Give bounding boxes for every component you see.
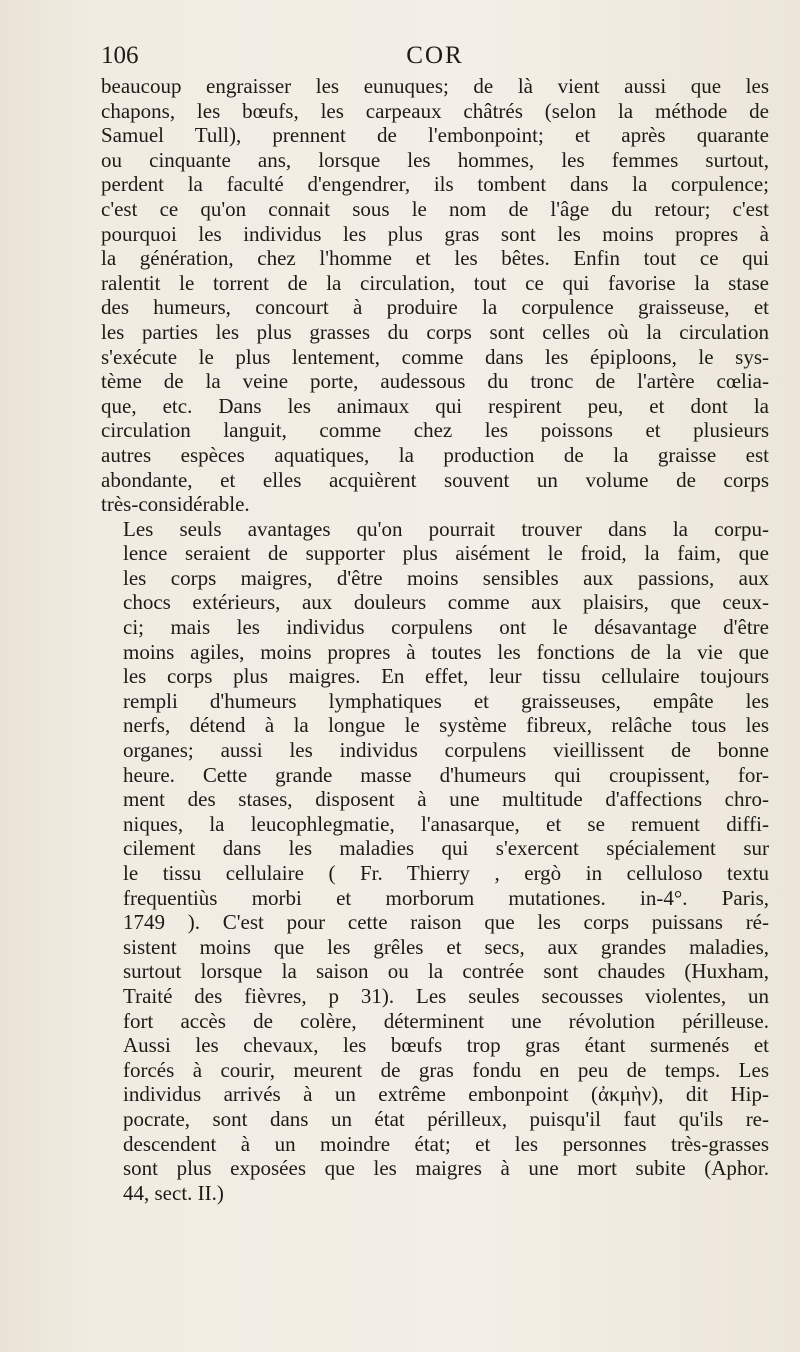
page-number: 106 [101, 42, 139, 69]
text-line: pourquoi les individus les plus gras sont les moins propres à [101, 221, 769, 246]
text-line: perdent la faculté d'engendrer, ils tombent dans la corpulence; [101, 172, 769, 197]
paragraph-2 [101, 517, 769, 1206]
text-line: niques, la leucophlegmatie, l'anasarque, et se remuent diffi- [123, 811, 769, 836]
text-line: le tissu cellulaire ( Fr. Thierry , ergò in celluloso textu [123, 861, 769, 885]
text-line: Traité des fièvres, p 31). Les seules secousses violentes, un [123, 983, 769, 1008]
text-line: fort accès de colère, déterminent une révolution périlleuse. [123, 1008, 769, 1033]
text-line: 1749 ). C'est pour cette raison que les corps puissans ré- [123, 910, 769, 935]
text-line: des humeurs, concourt à produire la corpulence graisseuse, et [101, 295, 769, 320]
paragraph-1 [101, 74, 769, 517]
body-text [101, 74, 769, 1205]
text-line: autres espèces aquatiques, la production de la graisse est [101, 442, 769, 467]
text-line: descendent à un moindre état; et les personnes très-grasses [123, 1131, 769, 1156]
text-line: nerfs, détend à la longue le système fibreux, relâche tous les [123, 713, 769, 738]
text-line: beaucoup engraisser les eunuques; de là vient aussi que les [101, 74, 769, 98]
text-line: c'est ce qu'on connait sous le nom de l'âge du retour; c'est [101, 196, 769, 221]
text-line: Les seuls avantages qu'on pourrait trouver dans la corpu- [123, 516, 769, 541]
text-line: 44, sect. II.) [123, 1180, 224, 1205]
text-line: cilement dans les maladies qui s'exercent spécialement sur [123, 836, 769, 861]
text-line: surtout lorsque la saison ou la contrée sont chaudes (Huxham, [123, 959, 769, 984]
text-line: lence seraient de supporter plus aisément le froid, la faim, que [123, 541, 769, 566]
text-line: chocs extérieurs, aux douleurs comme aux plaisirs, que ceux- [123, 590, 769, 615]
page-header [101, 42, 769, 76]
text-line: tème de la veine porte, audessous du tronc de l'artère cœlia- [101, 369, 769, 394]
text-line: forcés à courir, meurent de gras fondu en peu de temps. Les [123, 1057, 769, 1082]
text-line: pocrate, sont dans un état périlleux, puisqu'il faut qu'ils re- [123, 1106, 769, 1131]
text-line: ci; mais les individus corpulens ont le désavantage d'être [123, 615, 769, 640]
text-line: individus arrivés à un extrême embonpoint (ἀκμὴν), dit Hip- [123, 1082, 769, 1107]
text-line: s'exécute le plus lentement, comme dans les épiploons, le sys- [101, 344, 769, 369]
text-line: abondante, et elles acquièrent souvent un volume de corps [101, 467, 769, 492]
text-line: ralentit le torrent de la circulation, tout ce qui favorise la stase [101, 270, 769, 295]
text-line: rempli d'humeurs lymphatiques et graisseuses, empâte les [123, 688, 769, 713]
text-line: les corps maigres, d'être moins sensibles aux passions, aux [123, 565, 769, 590]
text-line: Aussi les chevaux, les bœufs trop gras étant surmenés et [123, 1033, 769, 1058]
text-line: sont plus exposées que les maigres à une mort subite (Aphor. [123, 1156, 769, 1181]
text-line: ment des stases, disposent à une multitude d'affections chro- [123, 787, 769, 812]
running-head: COR [406, 42, 464, 69]
text-line: les corps plus maigres. En effet, leur tissu cellulaire toujours [123, 664, 769, 689]
text-line: heure. Cette grande masse d'humeurs qui croupissent, for- [123, 762, 769, 787]
text-line: frequentiùs morbi et morborum mutationes. in-4°. Paris, [123, 885, 769, 910]
text-line: moins agiles, moins propres à toutes les fonctions de la vie que [123, 639, 769, 664]
text-line: circulation languit, comme chez les poissons et plusieurs [101, 418, 769, 443]
text-line: la génération, chez l'homme et les bêtes. Enfin tout ce qui [101, 246, 769, 271]
text-line: Samuel Tull), prennent de l'embonpoint; et après quarante [101, 123, 769, 148]
text-line: très-considérable. [101, 492, 250, 517]
text-line: organes; aussi les individus corpulens vieillissent de bonne [123, 738, 769, 763]
text-line: sistent moins que les grêles et secs, aux grandes maladies, [123, 934, 769, 959]
text-line: chapons, les bœufs, les carpeaux châtrés (selon la méthode de [101, 98, 769, 123]
text-line: les parties les plus grasses du corps sont celles où la circulation [101, 319, 769, 344]
text-line: ou cinquante ans, lorsque les hommes, les femmes surtout, [101, 147, 769, 172]
text-line: que, etc. Dans les animaux qui respirent peu, et dont la [101, 393, 769, 418]
